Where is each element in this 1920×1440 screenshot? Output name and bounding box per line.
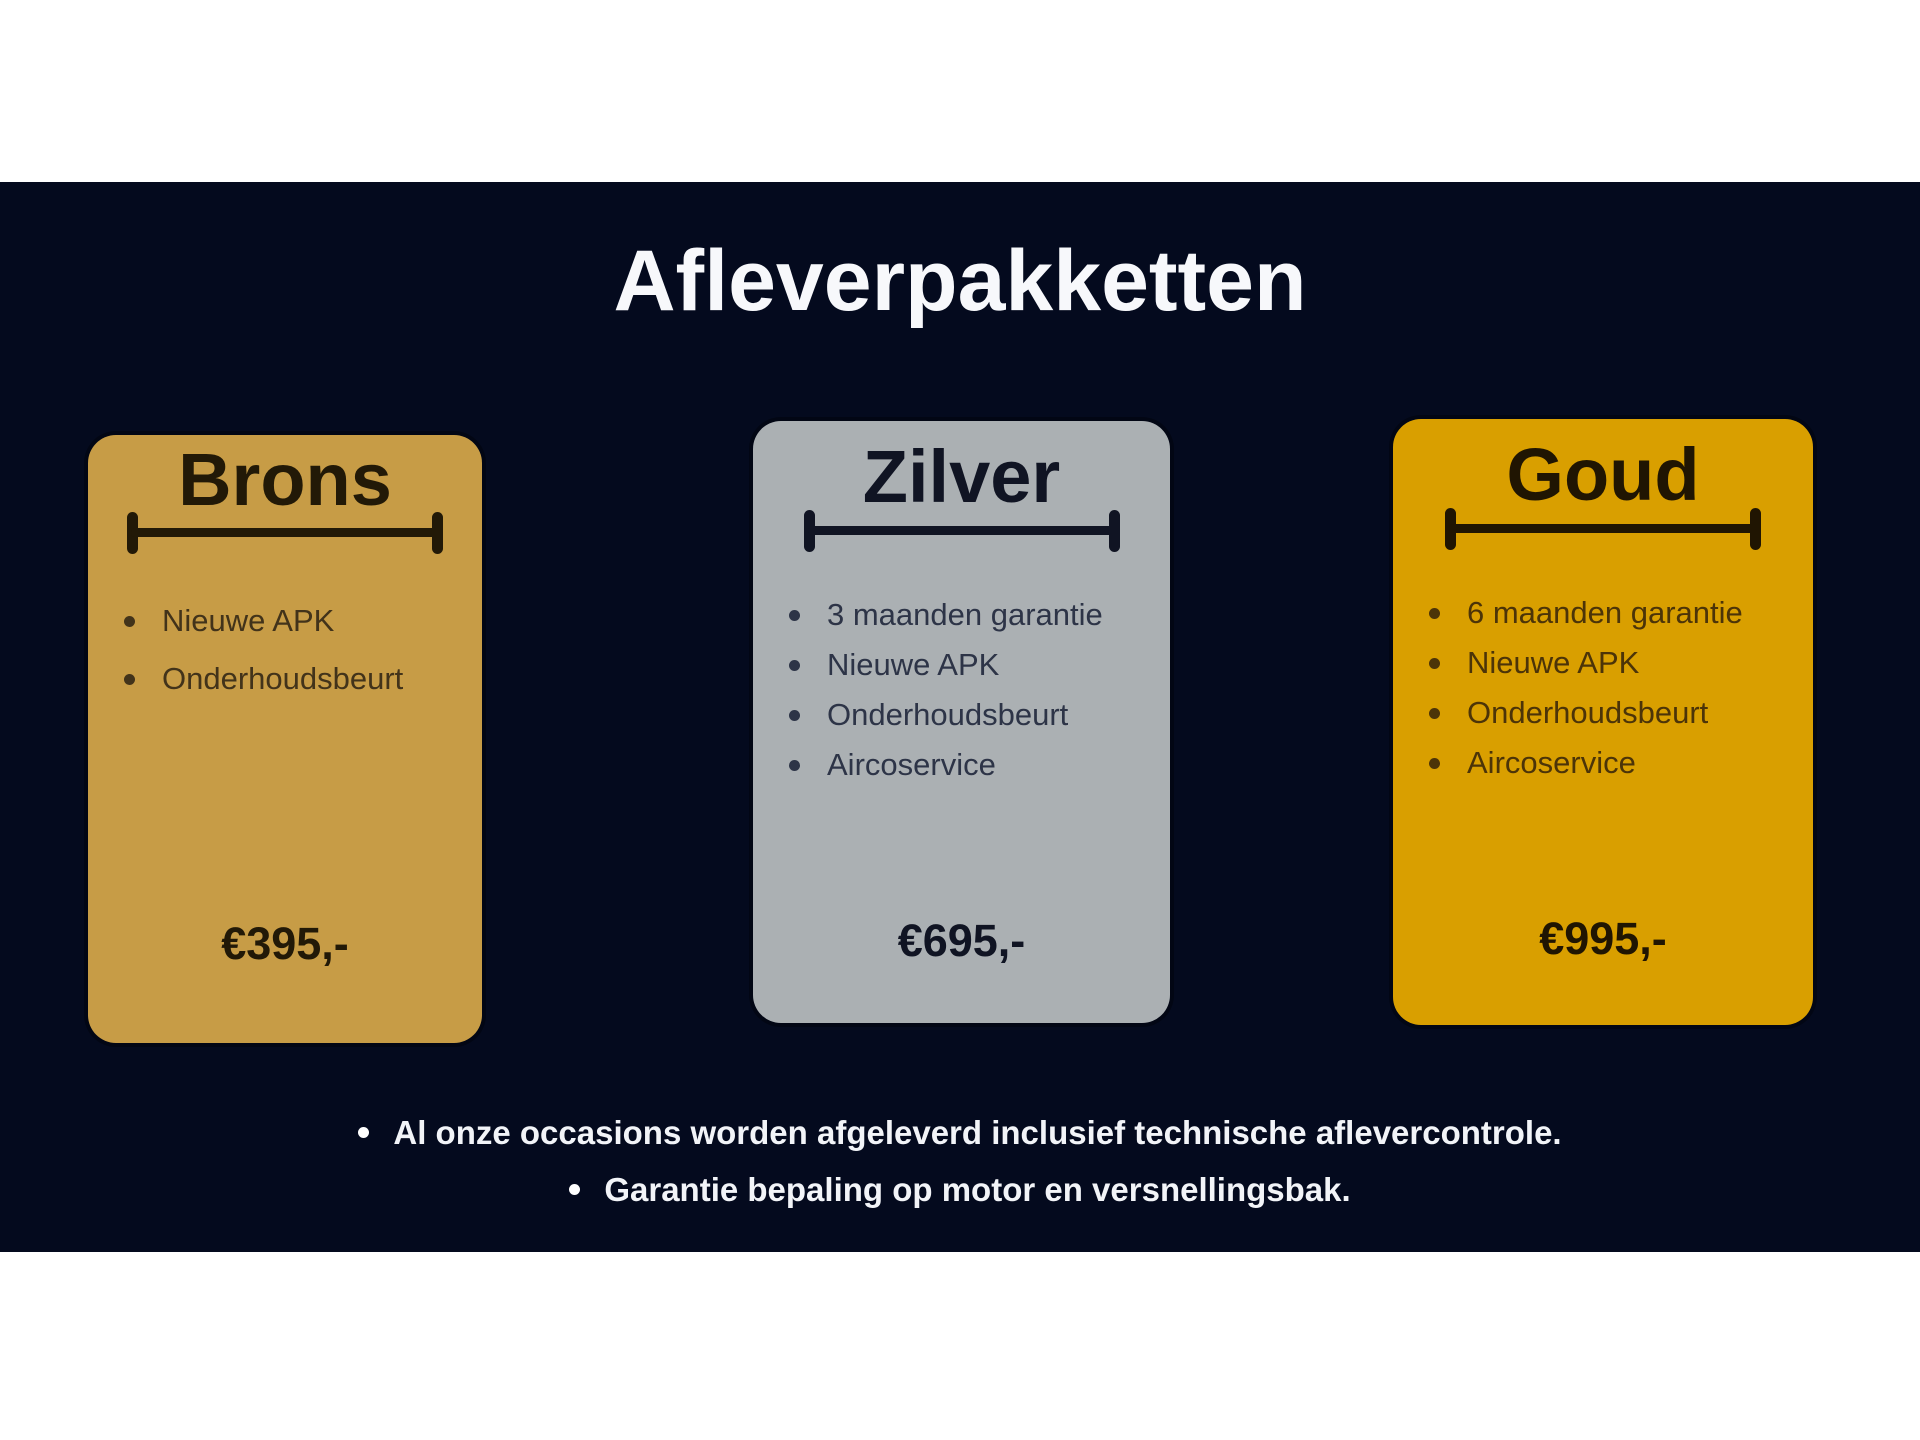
- bullet-icon: [1429, 608, 1440, 619]
- package-name: Brons: [178, 438, 392, 521]
- page-title: Afleverpakketten: [613, 233, 1307, 329]
- feature-list: [88, 592, 482, 708]
- bullet-icon: [1429, 758, 1440, 769]
- footer-note-line: [0, 1161, 1920, 1218]
- package-price: €695,-: [897, 915, 1026, 966]
- feature-item: [789, 690, 1154, 740]
- underline-line: [1449, 524, 1757, 533]
- footer-note-text: Garantie bepaling op motor en versnellingsbak.: [604, 1170, 1351, 1208]
- package-price: €995,-: [1539, 913, 1667, 964]
- feature-label: Nieuwe APK: [1467, 645, 1640, 680]
- bullet-icon: [789, 760, 800, 771]
- feature-item: [789, 590, 1154, 640]
- feature-list: [753, 590, 1170, 790]
- underline-line: [808, 526, 1116, 535]
- feature-label: Onderhoudsbeurt: [162, 661, 404, 696]
- feature-item: [124, 650, 466, 708]
- package-card-goud: [1393, 419, 1813, 1025]
- feature-item: [789, 740, 1154, 790]
- bullet-icon: [789, 660, 800, 671]
- feature-item: [124, 592, 466, 650]
- feature-label: Aircoservice: [1467, 745, 1636, 780]
- footer-note-line: [0, 1104, 1920, 1161]
- title-underline-bar: [804, 510, 1120, 552]
- package-price: €395,-: [221, 918, 349, 969]
- bullet-icon: [358, 1127, 369, 1138]
- underline-line: [131, 528, 439, 537]
- feature-label: 3 maanden garantie: [827, 597, 1103, 632]
- feature-item: [1429, 588, 1797, 638]
- package-name: Goud: [1506, 433, 1700, 516]
- feature-label: Onderhoudsbeurt: [827, 697, 1069, 732]
- bullet-icon: [124, 674, 135, 685]
- footer-notes: [0, 1104, 1920, 1218]
- package-name: Zilver: [862, 435, 1061, 518]
- feature-list: [1393, 588, 1813, 788]
- feature-item: [1429, 638, 1797, 688]
- feature-item: [1429, 738, 1797, 788]
- footer-note-text: Al onze occasions worden afgeleverd inclusief technische aflevercontrole.: [393, 1113, 1562, 1151]
- underline-endcap-right: [1750, 508, 1761, 550]
- title-underline-bar: [127, 512, 443, 554]
- underline-endcap-right: [1109, 510, 1120, 552]
- package-card-zilver: [753, 421, 1170, 1023]
- feature-label: Onderhoudsbeurt: [1467, 695, 1709, 730]
- feature-label: Aircoservice: [827, 747, 996, 782]
- title-underline-bar: [1445, 508, 1761, 550]
- bullet-icon: [569, 1184, 580, 1195]
- feature-item: [1429, 688, 1797, 738]
- bullet-icon: [124, 616, 135, 627]
- bullet-icon: [1429, 708, 1440, 719]
- bullet-icon: [1429, 658, 1440, 669]
- package-card-brons: [88, 435, 482, 1043]
- bullet-icon: [789, 610, 800, 621]
- feature-label: Nieuwe APK: [827, 647, 1000, 682]
- feature-label: Nieuwe APK: [162, 603, 335, 638]
- feature-label: 6 maanden garantie: [1467, 595, 1743, 630]
- bullet-icon: [789, 710, 800, 721]
- feature-item: [789, 640, 1154, 690]
- underline-endcap-right: [432, 512, 443, 554]
